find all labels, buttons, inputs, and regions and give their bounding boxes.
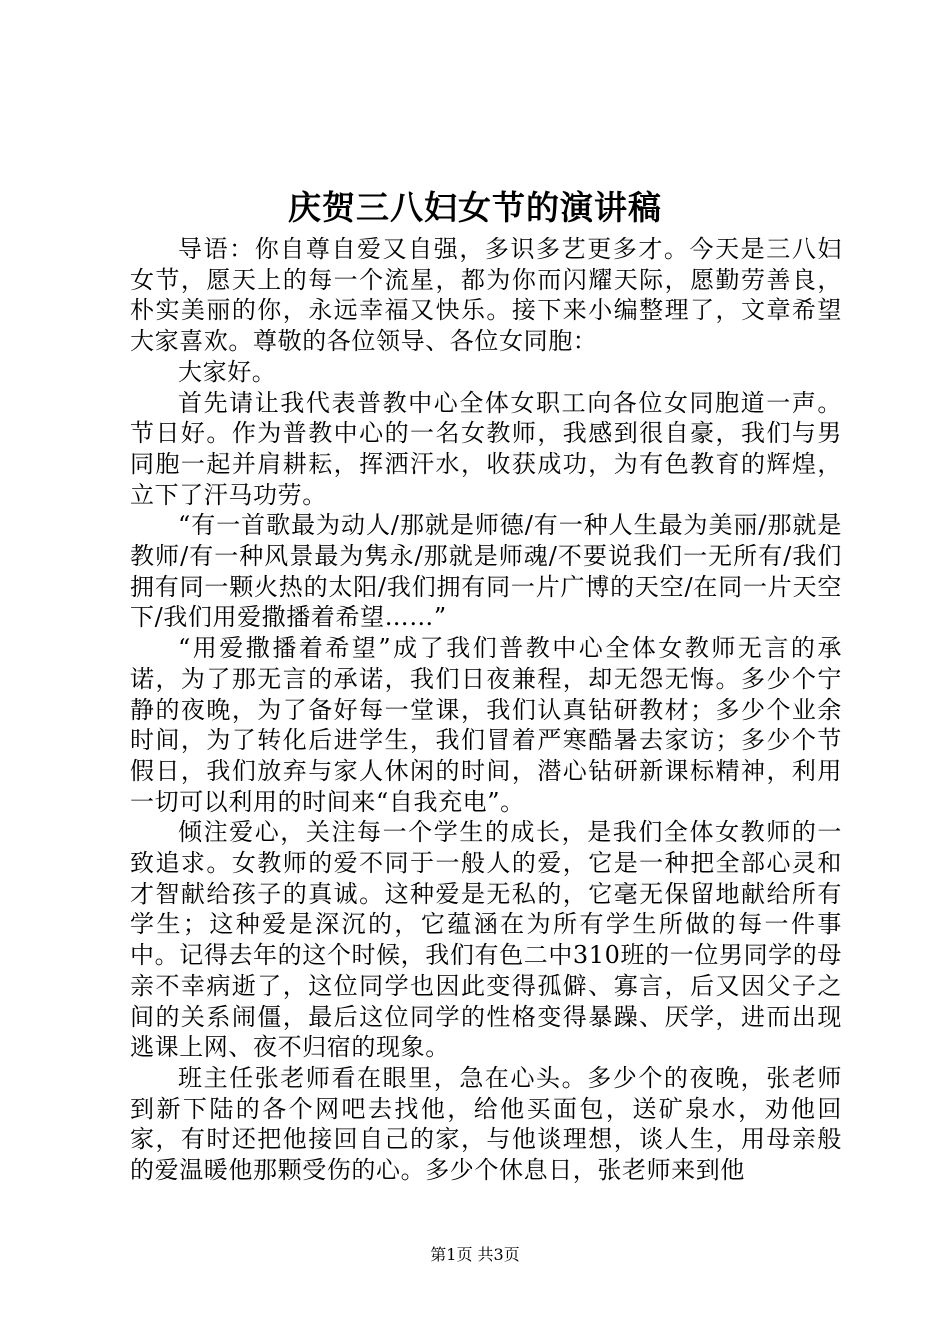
paragraph-promise: “用爱撒播着希望”成了我们普教中心全体女教师无言的承诺，为了那无言的承诺，我们日夜兼程，却无怨无悔。多少个宁静的夜晚，为了备好每一堂课，我们认真钻研教材；多少个业余时间，为了转化后进学生，我们冒着严寒酷暑去家访；多少个节假日，我们放弃与家人休闲的时间，潜心钻研新课标精神，利用一切可以利用的时间来“自我充电”。 <box>130 634 842 816</box>
document-title: 庆贺三八妇女节的演讲稿 <box>288 188 662 227</box>
paragraph-opening: 首先请让我代表普教中心全体女职工向各位女同胞道一声。节日好。作为普教中心的一名女教师，我感到很自豪，我们与男同胞一起并肩耕耘，挥洒汗水，收获成功，为有色教育的辉煌，立下了汗马功劳。 <box>130 388 842 509</box>
paragraph-devotion: 倾注爱心，关注每一个学生的成长，是我们全体女教师的一致追求。女教师的爱不同于一般人的爱，它是一种把全部心灵和才智献给孩子的真诚。这种爱是无私的，它毫无保留地献给所有学生；这种爱是深沉的，它蕴涵在为所有学生所做的每一件事中。记得去年的这个时候，我们有色二中310班的一位男同学的母亲不幸病逝了，这位同学也因此变得孤僻、寡言，后又因父子之间的关系闹僵，最后这位同学的性格变得暴躁、厌学，进而出现逃课上网、夜不归宿的现象。 <box>130 818 842 1062</box>
paragraph-greeting: 大家好。 <box>178 357 277 386</box>
page-footer: 第1页 共3页 <box>430 1245 520 1264</box>
paragraph-intro: 导语：你自尊自爱又自强，多识多艺更多才。今天是三八妇女节，愿天上的每一个流星，都为你而闪耀天际，愿勤劳善良，朴实美丽的你，永远幸福又快乐。接下来小编整理了，文章希望大家喜欢。尊敬的各位领导、各位女同胞： <box>130 235 842 356</box>
paragraph-story: 班主任张老师看在眼里，急在心头。多少个的夜晚，张老师到新下陆的各个网吧去找他，给他买面包，送矿泉水，劝他回家，有时还把他接回自己的家，与他谈理想，谈人生，用母亲般的爱温暖他那颗受伤的心。多少个休息日，张老师来到他 <box>130 1063 842 1185</box>
document-body <box>130 234 842 1186</box>
paragraph-poem: “有一首歌最为动人/那就是师德/有一种人生最为美丽/那就是教师/有一种风景最为隽永/那就是师魂/不要说我们一无所有/我们拥有同一颗火热的太阳/我们拥有同一片广博的天空/在同一片天空下/我们用爱撒播着希望……” <box>130 511 842 632</box>
